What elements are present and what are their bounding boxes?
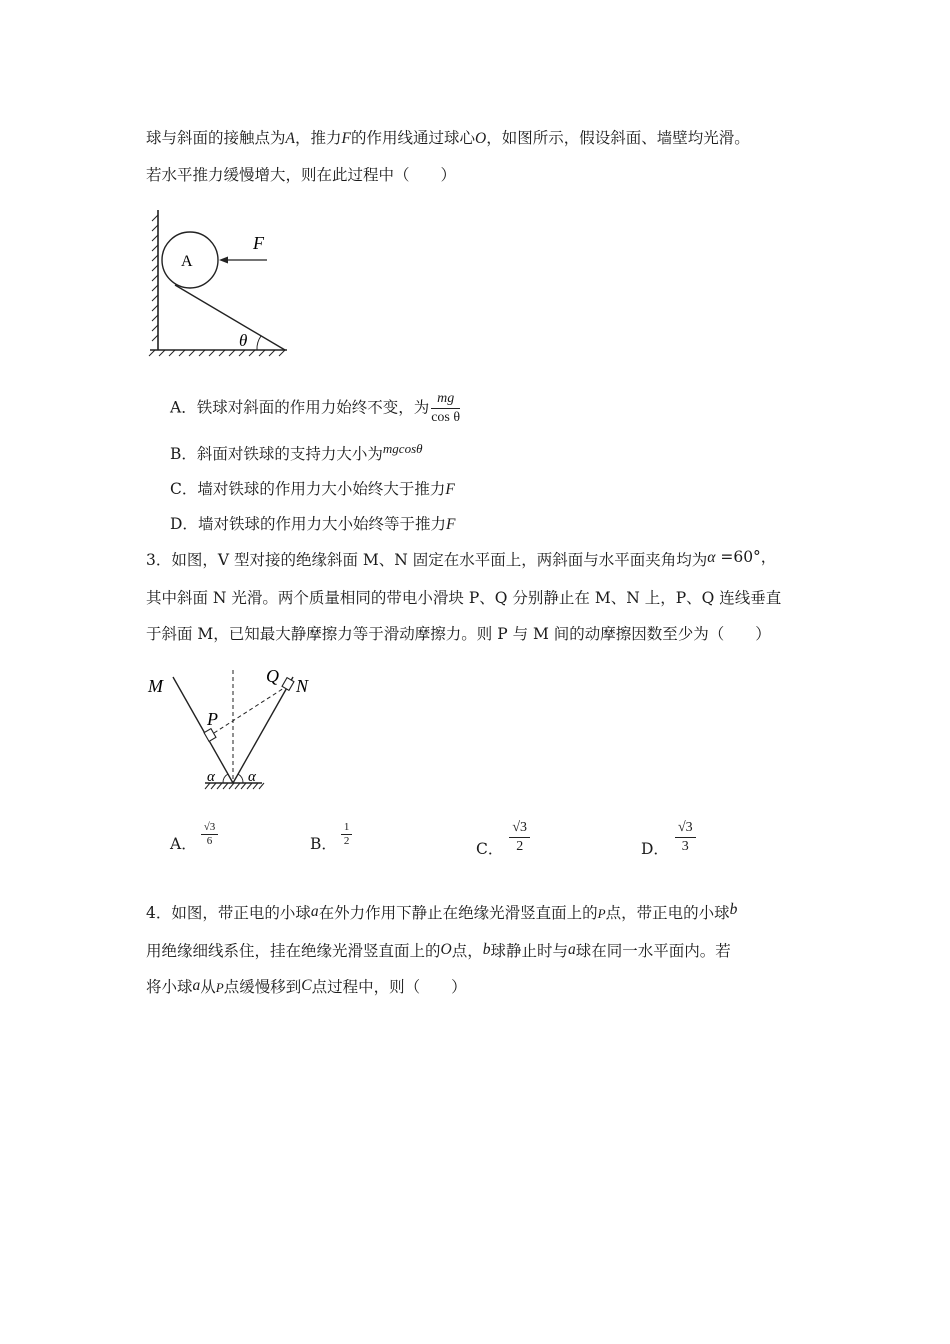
var-F: F xyxy=(445,516,456,533)
q2-text: 球与斜面的接触点为 xyxy=(146,129,286,147)
block-P xyxy=(204,729,216,742)
q2-text: 的作用线通过球心 xyxy=(350,129,475,147)
q3-line-3: 于斜面 M，已知最大静摩擦力等于滑动摩擦力。则 P 与 M 间的动摩擦因数至少为（ ） xyxy=(146,625,771,643)
q3-option-d[interactable] xyxy=(641,819,696,856)
option-label: D． xyxy=(170,515,198,533)
q2-option-c[interactable] xyxy=(170,478,455,501)
force-label: F xyxy=(253,233,264,253)
var-a: a xyxy=(192,977,201,994)
q4-text: 球静止时与 xyxy=(490,942,568,960)
q4-text: 从 xyxy=(200,978,216,996)
q2-option-a[interactable] xyxy=(170,390,460,427)
fraction-numerator: √3 xyxy=(201,821,219,835)
q2-line-1 xyxy=(146,127,750,150)
var-P: P xyxy=(597,906,606,921)
option-label: C． xyxy=(476,839,504,858)
q3-option-b[interactable] xyxy=(310,821,352,853)
incline-M xyxy=(173,677,233,783)
fraction-mg-cos xyxy=(431,390,460,427)
ball-label: A xyxy=(181,253,193,270)
fraction-denominator: 3 xyxy=(681,839,689,854)
label-N: N xyxy=(296,676,309,696)
var-F: F xyxy=(341,130,351,147)
var-a: a xyxy=(310,903,319,920)
q3-line-1 xyxy=(146,549,776,572)
q4-line-3 xyxy=(146,976,467,999)
fraction-numerator: 1 xyxy=(341,821,353,835)
q4-text: 用绝缘细线系住，挂在绝缘光滑竖直面上的 xyxy=(146,942,441,960)
option-text: 铁球对斜面的作用力始终不变，为 xyxy=(196,398,430,417)
q3-option-c[interactable] xyxy=(476,819,530,856)
q4-text: 点， xyxy=(451,942,483,960)
fraction-denominator: 2 xyxy=(516,839,524,854)
q4-line-1 xyxy=(146,902,737,925)
q4-text: 点缓慢移到 xyxy=(223,978,302,996)
angle-arc xyxy=(257,336,261,350)
option-label: B． xyxy=(310,834,337,853)
q3-figure xyxy=(140,662,315,797)
fraction-sqrt3-over-3 xyxy=(675,819,696,856)
angle-arc-left xyxy=(223,774,228,783)
alpha-symbol: α xyxy=(707,549,716,566)
var-P: P xyxy=(215,980,224,995)
fraction-denominator: 6 xyxy=(206,835,213,847)
var-A: A xyxy=(285,130,295,147)
q2-figure xyxy=(145,207,295,357)
angle-label: θ xyxy=(239,331,248,350)
var-C: C xyxy=(301,977,312,994)
var-b: b xyxy=(482,941,491,958)
label-alpha-right: α xyxy=(248,769,256,785)
fraction-1-over-2 xyxy=(341,821,353,848)
q4-text: 4．如图，带正电的小球 xyxy=(146,904,311,922)
label-Q: Q xyxy=(266,666,279,686)
fraction-sqrt3-over-2 xyxy=(509,819,530,856)
q2-text: ，推力 xyxy=(294,129,342,147)
option-text: 墙对铁球的作用力大小始终等于推力 xyxy=(197,515,446,533)
q4-text: 在外力作用下静止在绝缘光滑竖直面上的 xyxy=(318,904,598,922)
var-O: O xyxy=(440,941,452,958)
option-label: D． xyxy=(641,839,669,858)
angle-arc-right xyxy=(238,774,243,783)
option-text: 斜面对铁球的支持力大小为 xyxy=(196,445,383,463)
q4-text: 点，带正电的小球 xyxy=(605,904,730,922)
var-b: b xyxy=(729,901,738,918)
q2-option-b[interactable] xyxy=(170,443,423,466)
option-label: C． xyxy=(170,480,198,498)
var-O: O xyxy=(474,130,487,147)
fraction-denominator: cos θ xyxy=(431,410,461,425)
q2-line-2: 若水平推力缓慢增大，则在此过程中（ ） xyxy=(146,166,457,184)
fraction-numerator: √3 xyxy=(675,819,696,838)
q4-text: 点过程中，则（ ） xyxy=(311,978,467,996)
fraction-denominator: 2 xyxy=(343,835,350,847)
q2-text: ，如图所示，假设斜面、墙壁均光滑。 xyxy=(486,129,750,147)
label-P: P xyxy=(207,709,218,729)
option-label: A． xyxy=(170,834,197,853)
q3-text: 3．如图，V 型对接的绝缘斜面 M、N 固定在水平面上，两斜面与水平面夹角均为 xyxy=(146,551,708,569)
var-F: F xyxy=(445,481,455,498)
incline-line xyxy=(175,285,285,350)
q4-line-2 xyxy=(146,940,731,963)
option-label: A． xyxy=(170,398,197,417)
q4-text: 球在同一水平面内。若 xyxy=(575,942,731,960)
fraction-numerator: mg xyxy=(431,390,460,409)
q3-option-a[interactable] xyxy=(170,821,218,853)
fraction-sqrt3-over-6 xyxy=(201,821,219,848)
force-arrowhead xyxy=(219,257,228,264)
q2-option-d[interactable] xyxy=(170,513,455,536)
label-M: M xyxy=(148,676,163,696)
option-expression: mgcosθ xyxy=(382,441,423,456)
label-alpha-left: α xyxy=(207,769,215,785)
var-a: a xyxy=(568,941,576,958)
q4-text: 将小球 xyxy=(146,978,193,996)
option-text: 墙对铁球的作用力大小始终大于推力 xyxy=(197,480,446,498)
option-label: B． xyxy=(170,445,197,463)
incline-N xyxy=(233,677,293,783)
q3-line-2: 其中斜面 N 光滑。两个质量相同的带电小滑块 P、Q 分别静止在 M、N 上，P、Q 连线垂直 xyxy=(146,589,782,607)
fraction-numerator: √3 xyxy=(509,819,530,838)
q3-text: =60°， xyxy=(715,548,777,566)
